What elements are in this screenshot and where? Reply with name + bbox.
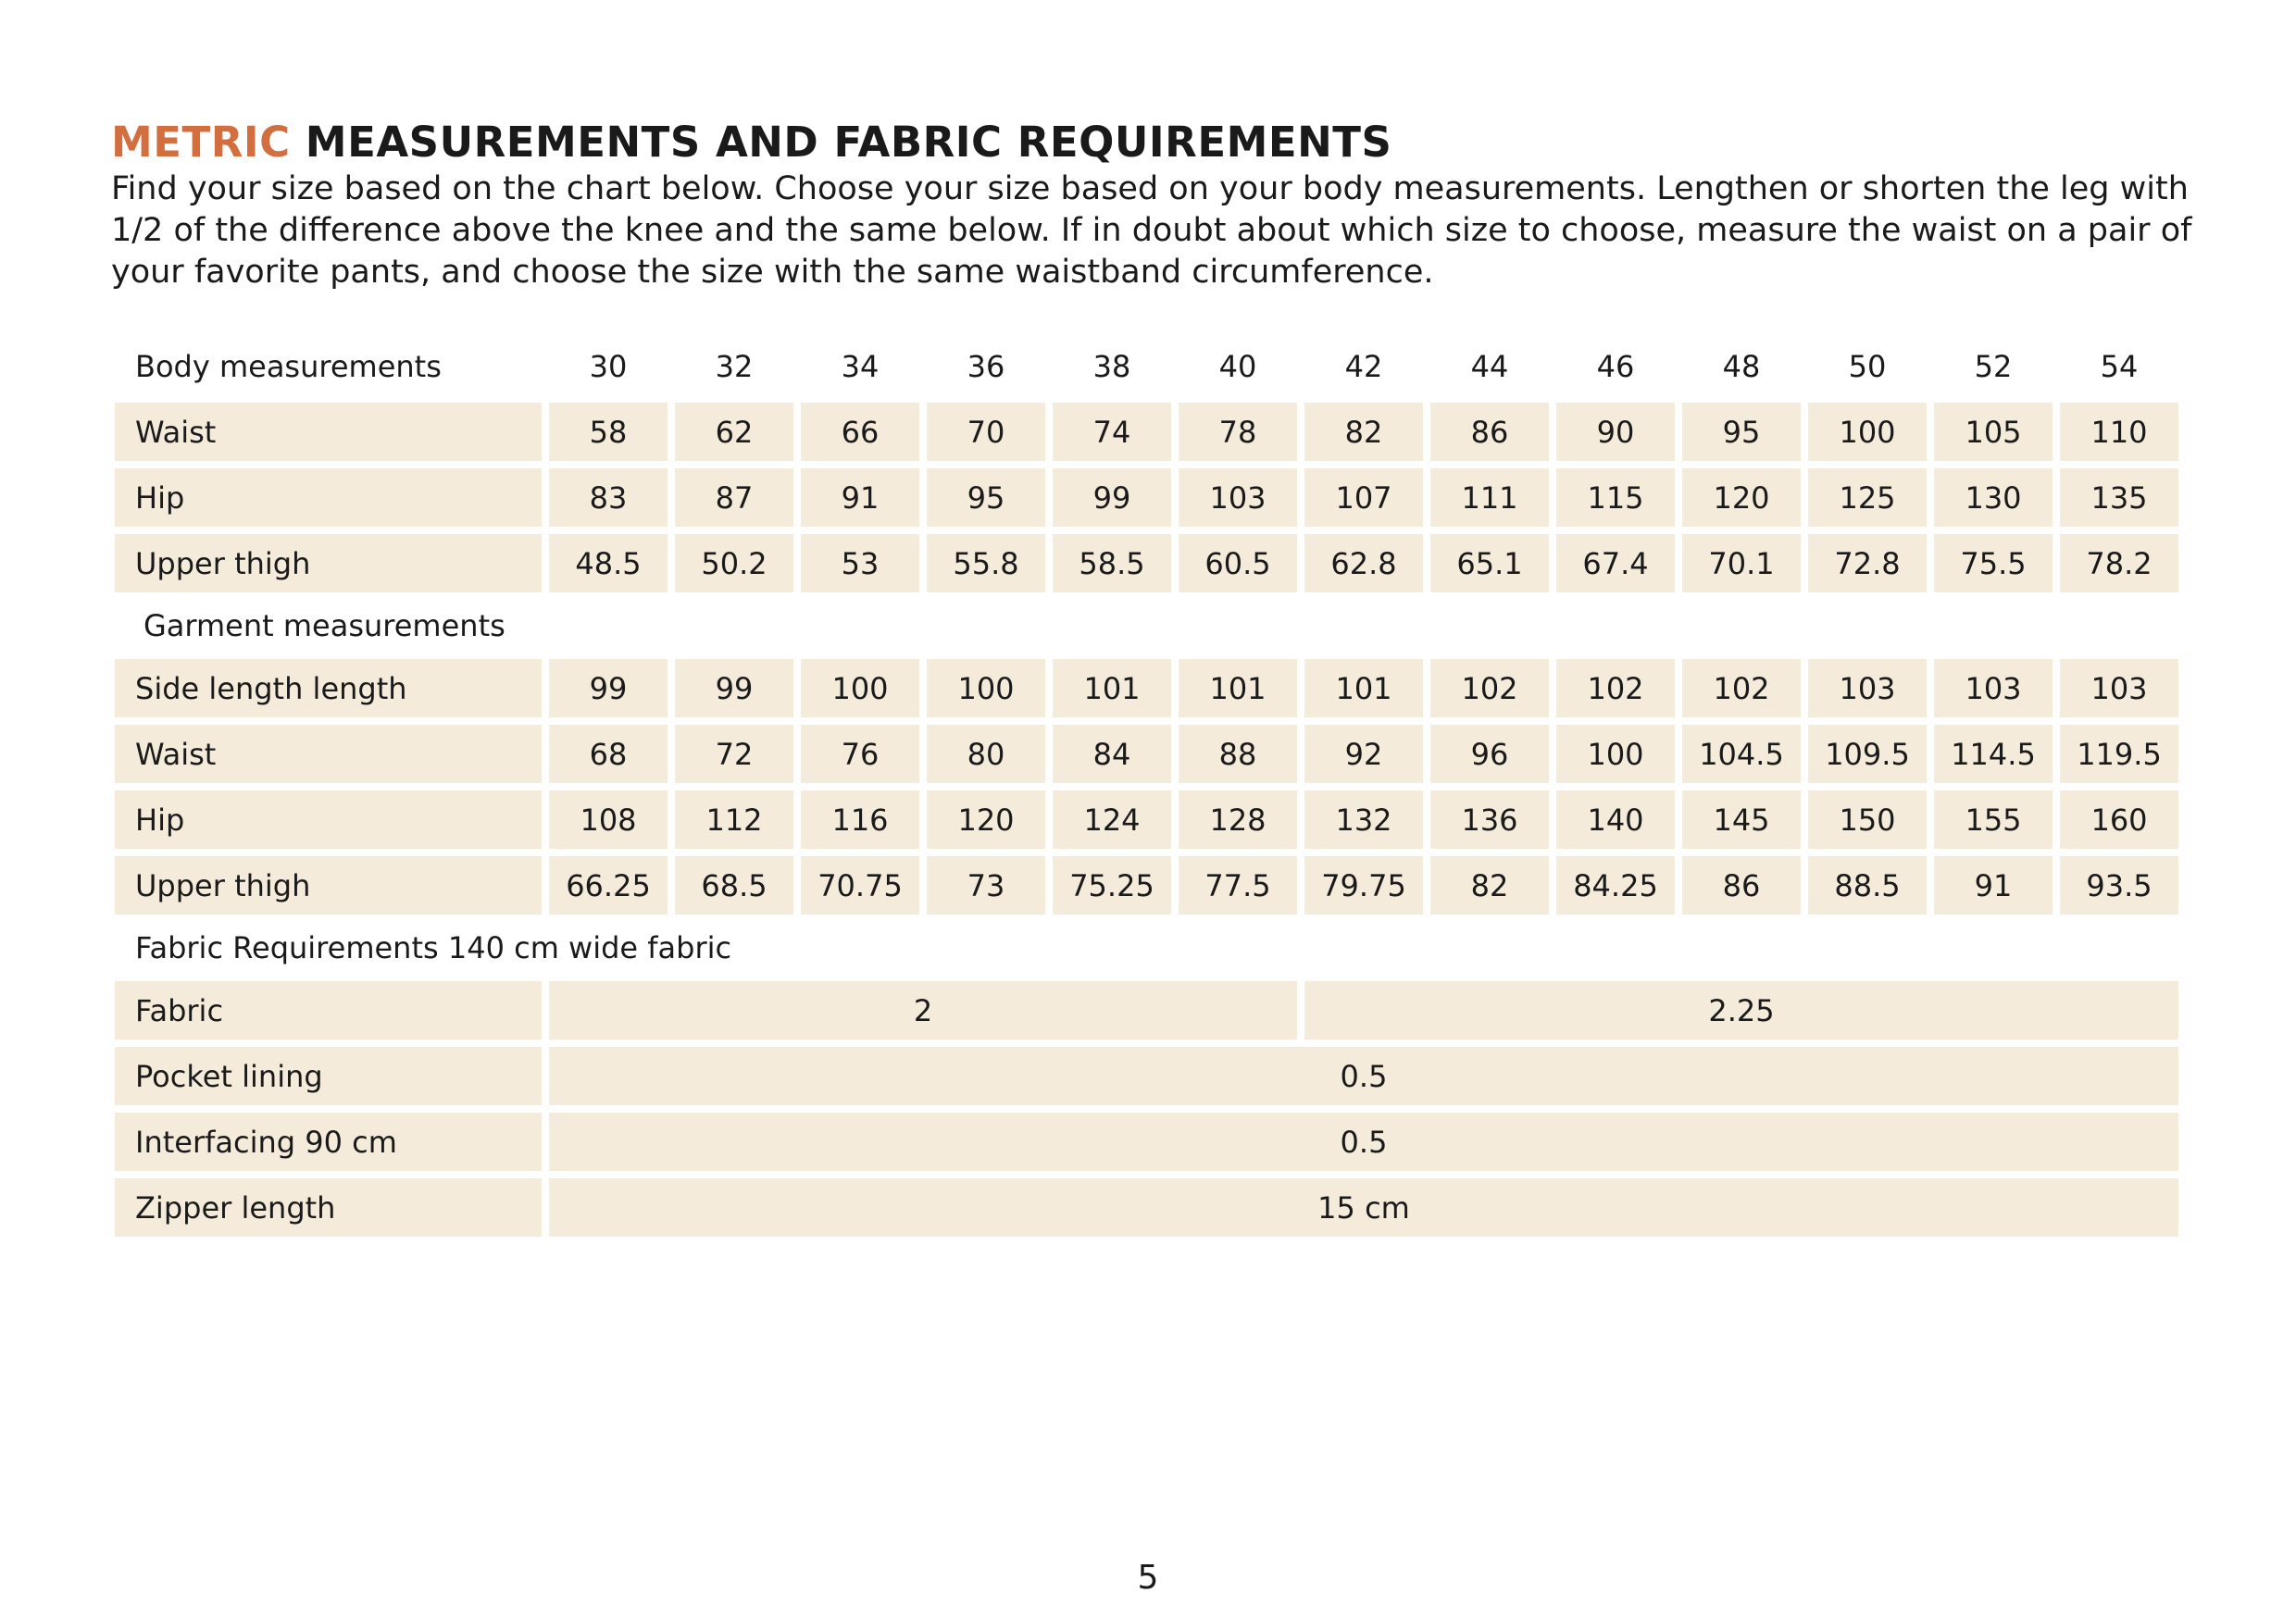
table-cell: 101 (1304, 659, 1423, 717)
table-cell: 101 (1179, 659, 1297, 717)
size-header: 46 (1596, 348, 1635, 384)
table-cell: 108 (549, 790, 668, 849)
table-cell: 84.25 (1556, 856, 1675, 915)
row-label: Interfacing 90 cm (115, 1113, 542, 1171)
table-cell: 102 (1556, 659, 1675, 717)
table-cell: 83 (549, 468, 668, 527)
table-cell: 135 (2060, 468, 2178, 527)
table-cell: 60.5 (1179, 534, 1297, 592)
table-cell: 93.5 (2060, 856, 2178, 915)
table-cell: 79.75 (1304, 856, 1423, 915)
table-cell: 62.8 (1304, 534, 1423, 592)
size-header: 42 (1344, 348, 1383, 384)
table-cell: 145 (1682, 790, 1801, 849)
table-cell: 67.4 (1556, 534, 1675, 592)
size-chart-table (107, 330, 2186, 1244)
table-cell: 82 (1430, 856, 1549, 915)
table-cell: 102 (1682, 659, 1801, 717)
table-cell: 105 (1934, 403, 2053, 461)
table-cell: 160 (2060, 790, 2178, 849)
table-cell: 68 (549, 725, 668, 783)
table-cell: 58 (549, 403, 668, 461)
table-cell: 78.2 (2060, 534, 2178, 592)
table-cell: 73 (927, 856, 1045, 915)
table-cell: 103 (1179, 468, 1297, 527)
table-cell: 55.8 (927, 534, 1045, 592)
table-cell: 100 (1556, 725, 1675, 783)
table-cell: 86 (1682, 856, 1801, 915)
size-header: 40 (1218, 348, 1257, 384)
table-cell: 110 (2060, 403, 2178, 461)
table-row (115, 1047, 2178, 1105)
row-label: Zipper length (115, 1178, 542, 1237)
table-cell: 80 (927, 725, 1045, 783)
table-cell: 72.8 (1808, 534, 1927, 592)
table-cell: 107 (1304, 468, 1423, 527)
size-header: 50 (1848, 348, 1887, 384)
table-row (115, 1178, 2178, 1237)
table-cell: 50.2 (675, 534, 793, 592)
table-cell: 70 (927, 403, 1045, 461)
table-row (115, 659, 2178, 717)
size-header: 34 (841, 348, 880, 384)
title-main: MEASUREMENTS AND FABRIC REQUIREMENTS (290, 118, 1392, 167)
table-cell: 82 (1304, 403, 1423, 461)
table-cell: 99 (675, 659, 793, 717)
row-label: Upper thigh (115, 856, 542, 915)
table-row (115, 1113, 2178, 1171)
body-measurements-heading: Body measurements (135, 348, 442, 384)
page-title (111, 117, 1391, 168)
page-number: 5 (1137, 1559, 1159, 1597)
row-label: Hip (115, 468, 542, 527)
table-cell: 78 (1179, 403, 1297, 461)
table-cell: 130 (1934, 468, 2053, 527)
table-row (115, 856, 2178, 915)
table-cell: 74 (1053, 403, 1171, 461)
table-cell: 84 (1053, 725, 1171, 783)
table-cell: 150 (1808, 790, 1927, 849)
table-cell: 0.5 (549, 1113, 2178, 1171)
table-cell: 119.5 (2060, 725, 2178, 783)
table-cell: 68.5 (675, 856, 793, 915)
table-row (115, 725, 2178, 783)
table-cell: 66 (801, 403, 919, 461)
table-cell: 100 (801, 659, 919, 717)
table-cell: 99 (549, 659, 668, 717)
table-row (115, 468, 2178, 527)
size-header: 32 (715, 348, 754, 384)
table-cell: 124 (1053, 790, 1171, 849)
table-cell: 96 (1430, 725, 1549, 783)
size-header: 30 (589, 348, 628, 384)
table-cell: 88 (1179, 725, 1297, 783)
size-header: 44 (1470, 348, 1509, 384)
table-cell: 103 (1934, 659, 2053, 717)
table-cell: 70.75 (801, 856, 919, 915)
table-cell: 100 (1808, 403, 1927, 461)
table-cell: 100 (927, 659, 1045, 717)
table-cell: 77.5 (1179, 856, 1297, 915)
intro-paragraph: Find your size based on the chart below. Choose your size based on your body measurements. Lengthen or shorten the leg with 1/2 of the difference above the knee and the same below. If in doubt about which size to choose, measure the waist on a pair of your favorite pants, and choose the size with the same waistband circumference. (111, 170, 2192, 291)
row-label: Hip (115, 790, 542, 849)
table-cell: 86 (1430, 403, 1549, 461)
table-cell: 109.5 (1808, 725, 1927, 783)
table-cell: 87 (675, 468, 793, 527)
size-header: 38 (1092, 348, 1131, 384)
table-cell: 103 (1808, 659, 1927, 717)
table-cell: 91 (801, 468, 919, 527)
table-cell: 92 (1304, 725, 1423, 783)
garment-measurements-header-row (115, 600, 2178, 652)
table-cell: 15 cm (549, 1178, 2178, 1237)
table-cell: 115 (1556, 468, 1675, 527)
table-cell: 116 (801, 790, 919, 849)
table-cell: 48.5 (549, 534, 668, 592)
size-header: 36 (967, 348, 1005, 384)
table-cell: 102 (1430, 659, 1549, 717)
table-cell: 128 (1179, 790, 1297, 849)
table-cell: 155 (1934, 790, 2053, 849)
table-cell: 0.5 (549, 1047, 2178, 1105)
table-cell: 70.1 (1682, 534, 1801, 592)
table-cell: 101 (1053, 659, 1171, 717)
fabric-requirements-header-row (115, 922, 2178, 974)
body-measurements-header-row (115, 337, 2178, 395)
table-cell: 114.5 (1934, 725, 2053, 783)
table-row (115, 534, 2178, 592)
table-cell: 120 (1682, 468, 1801, 527)
row-label: Waist (115, 403, 542, 461)
table-cell: 76 (801, 725, 919, 783)
table-cell: 72 (675, 725, 793, 783)
table-cell: 103 (2060, 659, 2178, 717)
table-cell: 75.5 (1934, 534, 2053, 592)
row-label: Upper thigh (115, 534, 542, 592)
title-accent: METRIC (111, 118, 291, 167)
table-row (115, 403, 2178, 461)
table-cell: 112 (675, 790, 793, 849)
table-cell: 104.5 (1682, 725, 1801, 783)
table-cell: 140 (1556, 790, 1675, 849)
table-cell: 136 (1430, 790, 1549, 849)
row-label: Waist (115, 725, 542, 783)
table-cell: 88.5 (1808, 856, 1927, 915)
table-cell: 75.25 (1053, 856, 1171, 915)
row-label: Side length length (115, 659, 542, 717)
table-cell: 95 (1682, 403, 1801, 461)
table-row (115, 981, 2178, 1039)
size-header: 52 (1974, 348, 2013, 384)
table-cell: 53 (801, 534, 919, 592)
table-cell: 2 (549, 981, 1297, 1039)
table-cell: 58.5 (1053, 534, 1171, 592)
table-row (115, 790, 2178, 849)
table-cell: 2.25 (1304, 981, 2178, 1039)
size-header: 54 (2100, 348, 2139, 384)
table-cell: 111 (1430, 468, 1549, 527)
row-label: Fabric (115, 981, 542, 1039)
table-cell: 95 (927, 468, 1045, 527)
table-cell: 90 (1556, 403, 1675, 461)
table-cell: 132 (1304, 790, 1423, 849)
table-cell: 91 (1934, 856, 2053, 915)
table-cell: 120 (927, 790, 1045, 849)
table-cell: 125 (1808, 468, 1927, 527)
table-cell: 62 (675, 403, 793, 461)
table-cell: 65.1 (1430, 534, 1549, 592)
garment-measurements-heading: Garment measurements (144, 608, 505, 643)
fabric-requirements-heading: Fabric Requirements 140 cm wide fabric (135, 930, 732, 965)
row-label: Pocket lining (115, 1047, 542, 1105)
size-header: 48 (1722, 348, 1761, 384)
table-cell: 66.25 (549, 856, 668, 915)
table-cell: 99 (1053, 468, 1171, 527)
